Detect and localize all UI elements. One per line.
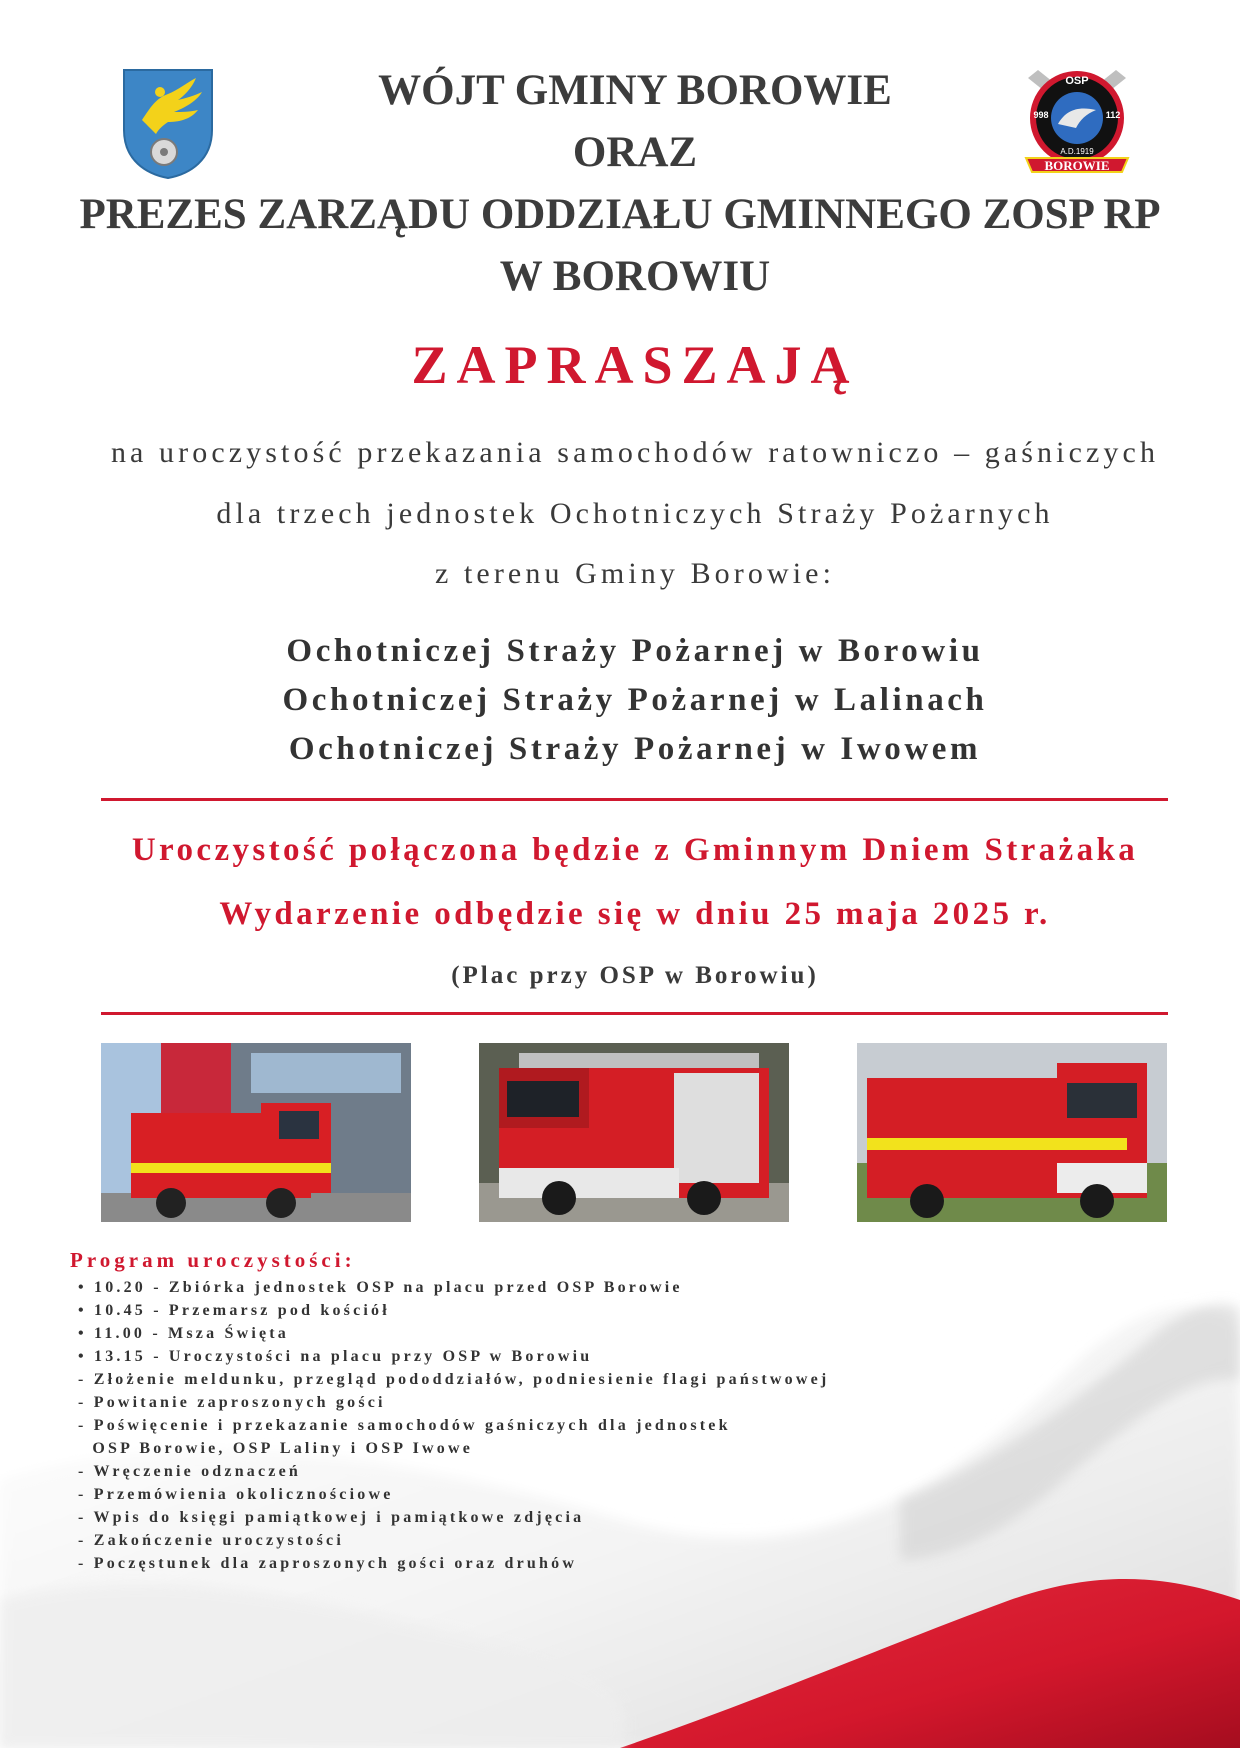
program-item: - Wpis do księgi pamiątkowej i pamiątkowe zdjęcia	[78, 1509, 585, 1526]
unit-iwowe: Ochotniczej Straży Pożarnej w Iwowem	[288, 731, 982, 767]
event-date-line: Wydarzenie odbędzie się w dniu 25 maja 2025 r.	[219, 896, 1051, 932]
unit-laliny: Ochotniczej Straży Pożarnej w Lalinach	[282, 682, 988, 718]
program-item: - Powitanie zaproszonych gości	[78, 1394, 386, 1411]
divider-top	[101, 798, 1168, 801]
program-item: - Wręczenie odznaczeń	[78, 1463, 302, 1480]
intro-line-1: na uroczystość przekazania samochodów ratowniczo – gaśniczych	[110, 436, 1160, 469]
program-item: • 11.00 - Msza Święta	[78, 1325, 290, 1342]
intro-line-2: dla trzech jednostek Ochotniczych Straży Pożarnych	[216, 497, 1054, 530]
program-item: • 10.45 - Przemarsz pod kościół	[78, 1302, 390, 1319]
header-line-1: WÓJT GMINY BOROWIE	[378, 67, 892, 114]
program-item: - Poświęcenie i przekazanie samochodów gaśniczych dla jednostek	[78, 1417, 731, 1434]
osp-left-digits: 998	[1033, 110, 1049, 120]
fire-truck-photo-2	[479, 1043, 789, 1222]
fire-truck-photo-1	[101, 1043, 411, 1222]
program-item: - Przemówienia okolicznościowe	[78, 1486, 394, 1503]
program-item: • 10.20 - Zbiórka jednostek OSP na placu przed OSP Borowie	[78, 1279, 683, 1296]
program-title: Program uroczystości:	[70, 1248, 356, 1272]
header-line-4: W BOROWIU	[499, 253, 771, 300]
intro-line-3: z terenu Gminy Borowie:	[434, 557, 836, 590]
fire-truck-photo-3	[857, 1043, 1167, 1222]
osp-year: A.D.1919	[1060, 147, 1094, 156]
program-list	[78, 1276, 829, 1575]
program-item: OSP Borowie, OSP Laliny i OSP Iwowe	[78, 1440, 474, 1457]
invite-heading: ZAPRASZAJĄ	[411, 335, 859, 395]
program-item: - Złożenie meldunku, przegląd pododdziałów, podniesienie flagi państwowej	[78, 1371, 830, 1388]
highlight-line-1: Uroczystość połączona będzie z Gminnym Dniem Strażaka	[131, 832, 1139, 868]
program-item: - Poczęstunek dla zaproszonych gości oraz druhów	[78, 1555, 578, 1572]
osp-ribbon: BOROWIE	[1044, 158, 1110, 173]
program-item: - Zakończenie uroczystości	[78, 1532, 344, 1549]
venue-line: (Plac przy OSP w Borowiu)	[451, 962, 819, 989]
divider-bottom	[101, 1012, 1168, 1015]
header-line-3: PREZES ZARZĄDU ODDZIAŁU GMINNEGO ZOSP RP	[79, 191, 1161, 238]
unit-borowie: Ochotniczej Straży Pożarnej w Borowiu	[286, 633, 984, 669]
osp-label: OSP	[1065, 75, 1089, 87]
header-line-2: ORAZ	[572, 129, 698, 176]
osp-right-digits: 112	[1105, 110, 1121, 120]
program-item: • 13.15 - Uroczystości na placu przy OSP w Borowiu	[78, 1348, 593, 1365]
